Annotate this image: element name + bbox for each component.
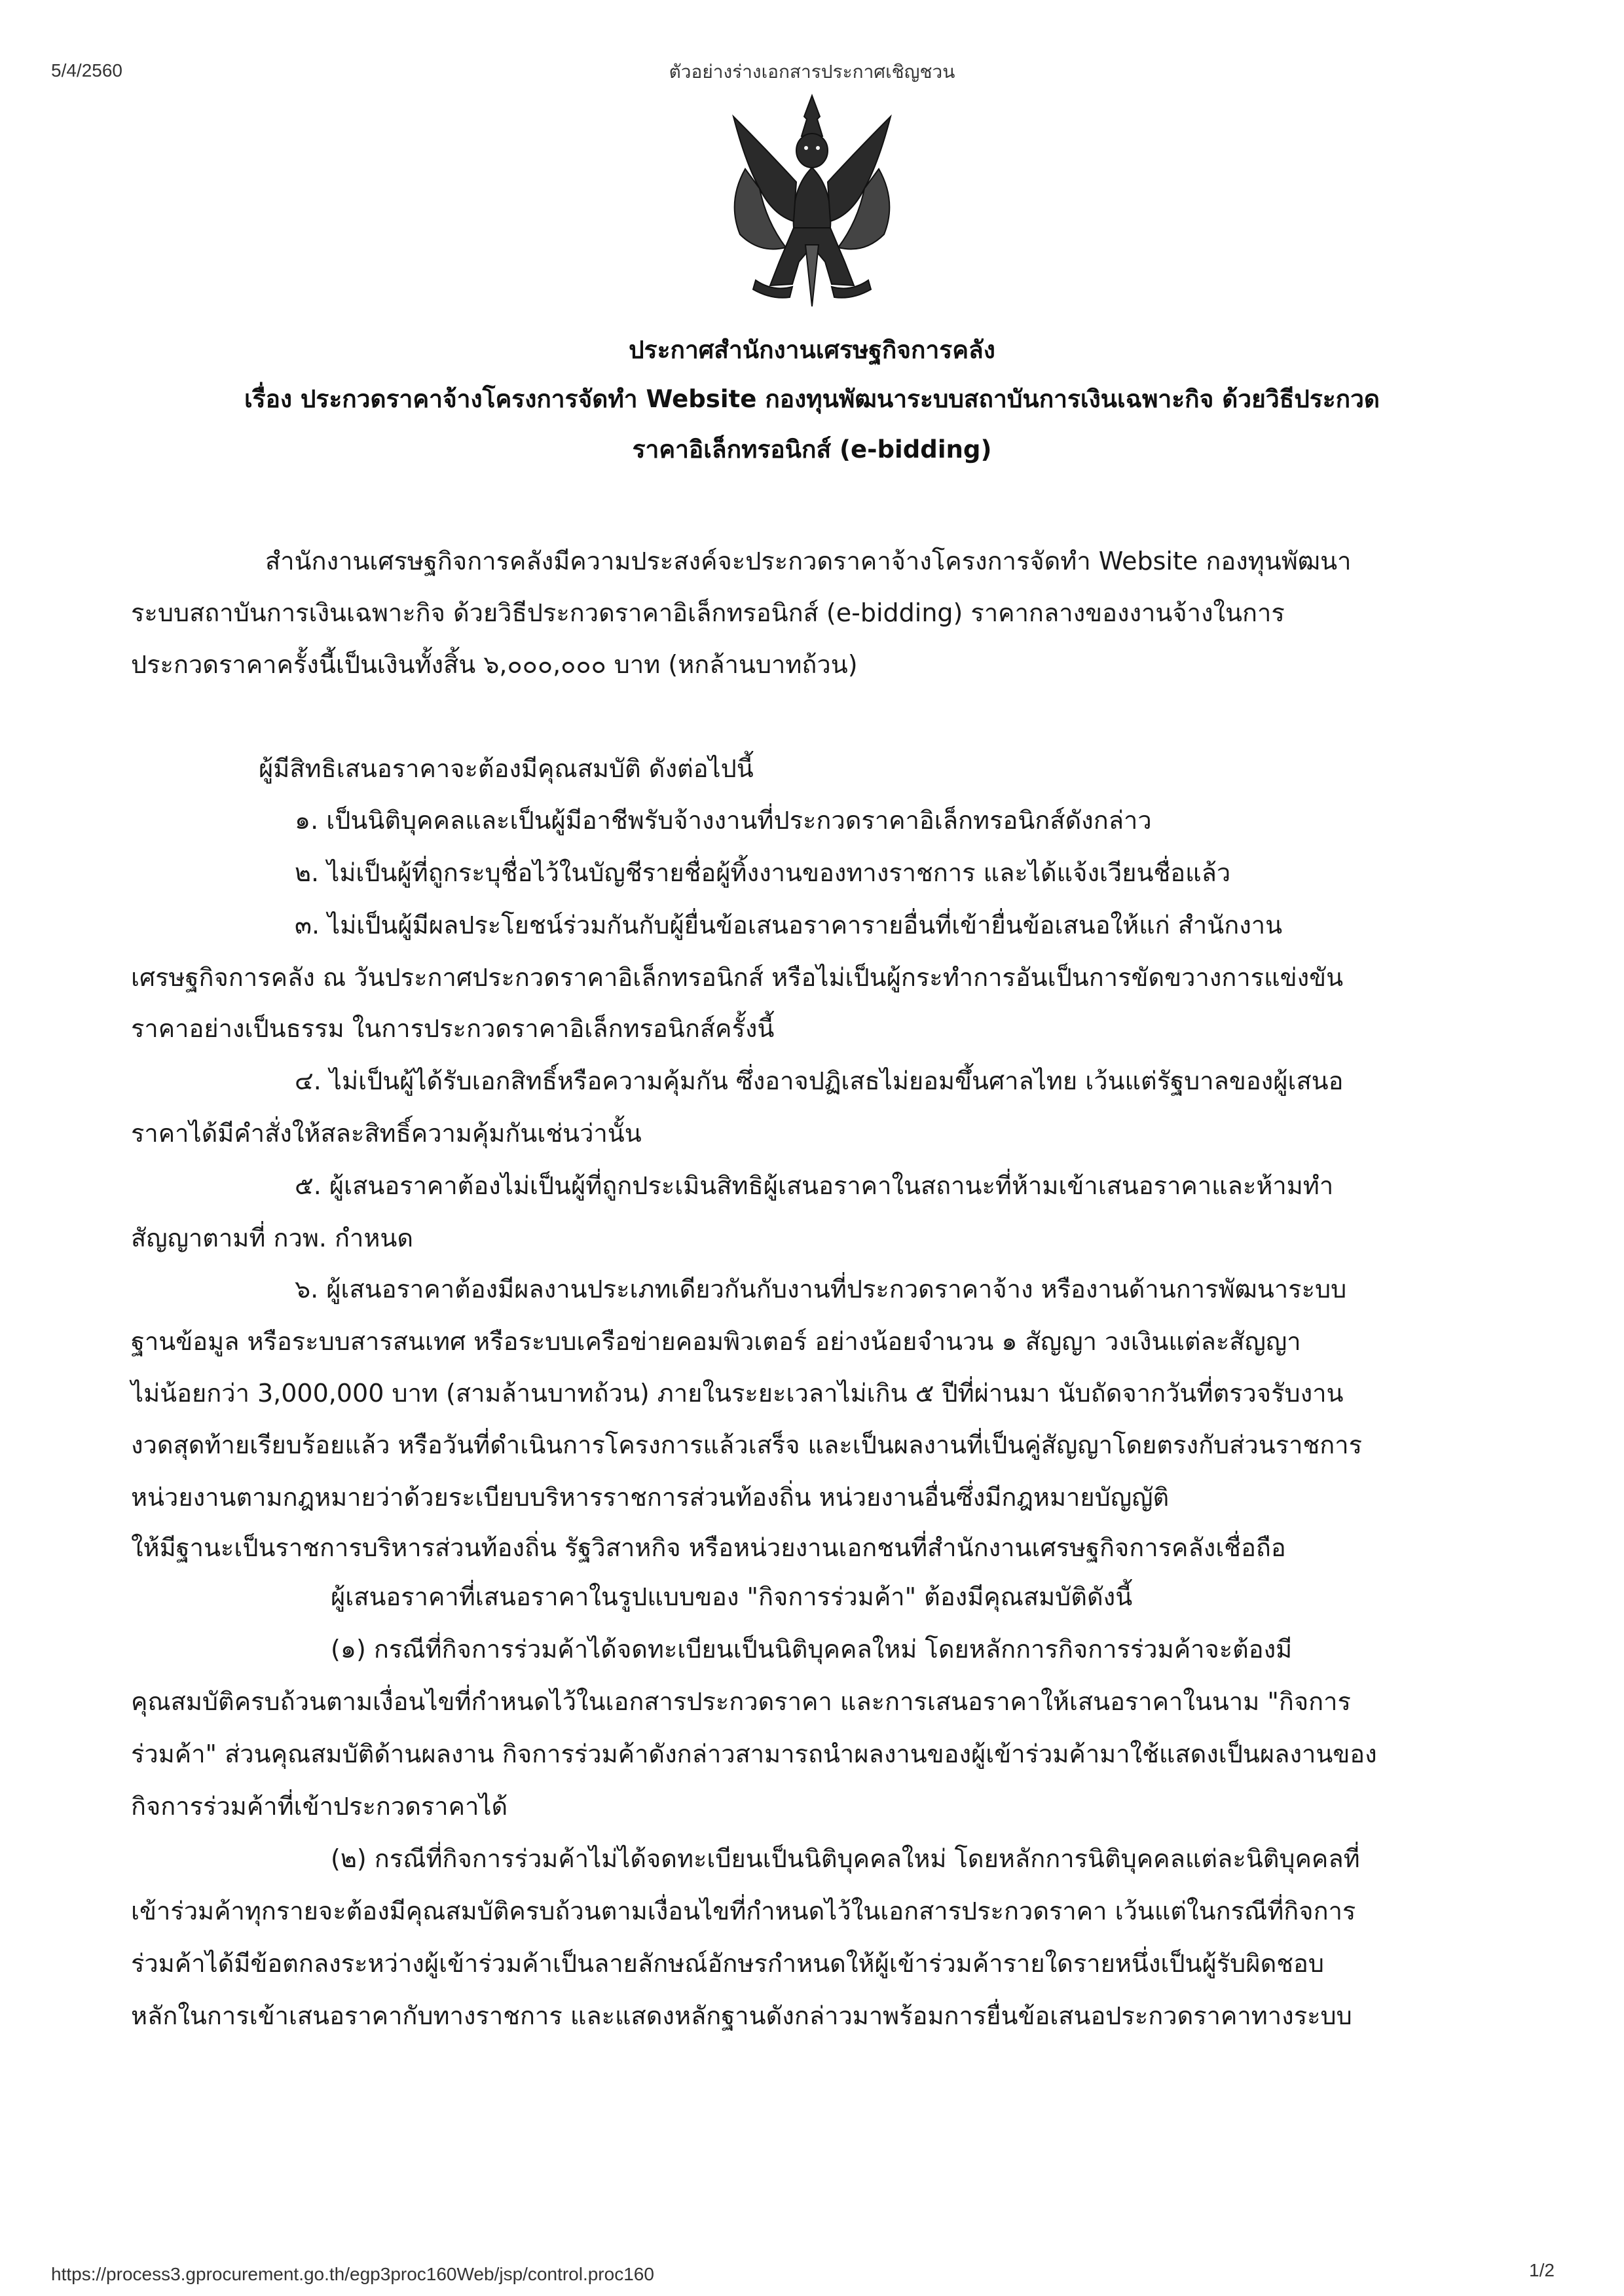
announcement-title-line-2: เรื่อง ประกวดราคาจ้างโครงการจัดทำ Website กองทุนพัฒนาระบบสถาบันการเงินเฉพาะกิจ ด้วยวิธีประกวด [244, 385, 1380, 413]
body-line: ให้มีฐานะเป็นราชการบริหารส่วนท้องถิ่น รัฐวิสาหกิจ หรือหน่วยงานเอกชนที่สำนักงานเศรษฐกิจการคลังเชื่อถือ [131, 1533, 1286, 1562]
body-line: เข้าร่วมค้าทุกรายจะต้องมีคุณสมบัติครบถ้วนตามเงื่อนไขที่กำหนดไว้ในเอกสารประกวดราคา เว้นแต่ในกรณีที่กิจการ [131, 1897, 1356, 1925]
body-line: ๒. ไม่เป็นผู้ที่ถูกระบุชื่อไว้ในบัญชีรายชื่อผู้ทิ้งงานของทางราชการ และได้แจ้งเวียนชื่อแล้ว [295, 858, 1231, 887]
body-line: ระบบสถาบันการเงินเฉพาะกิจ ด้วยวิธีประกวดราคาอิเล็กทรอนิกส์ (e-bidding) ราคากลางของงานจ้างในการ [131, 598, 1285, 627]
body-line: ราคาอย่างเป็นธรรม ในการประกวดราคาอิเล็กทรอนิกส์ครั้งนี้ [131, 1014, 775, 1043]
body-line: ๕. ผู้เสนอราคาต้องไม่เป็นผู้ที่ถูกประเมินสิทธิผู้เสนอราคาในสถานะที่ห้ามเข้าเสนอราคาและห้ามทำ [295, 1171, 1334, 1200]
header-doc-type: ตัวอย่างร่างเอกสารประกาศเชิญชวน [669, 61, 955, 82]
body-line: ไม่น้อยกว่า 3,000,000 บาท (สามล้านบาทถ้วน) ภายในระยะเวลาไม่เกิน ๕ ปีที่ผ่านมา นับถัดจากวันที่ตรวจรับงาน [131, 1379, 1344, 1408]
footer-url[interactable]: https://process3.gprocurement.go.th/egp3proc160Web/jsp/control.proc160 [51, 2264, 654, 2284]
body-line: กิจการร่วมค้าที่เข้าประกวดราคาได้ [131, 1792, 508, 1821]
body-line: ร่วมค้าได้มีข้อตกลงระหว่างผู้เข้าร่วมค้าเป็นลายลักษณ์อักษรกำหนดให้ผู้เข้าร่วมค้ารายใดรายหนึ่งเป็นผู้รับผิดชอบ [131, 1949, 1324, 1978]
announcement-title-line-1: ประกาศสำนักงานเศรษฐกิจการคลัง [629, 336, 995, 364]
body-line: ผู้มีสิทธิเสนอราคาจะต้องมีคุณสมบัติ ดังต่อไปนี้ [259, 754, 754, 783]
body-line: ฐานข้อมูล หรือระบบสารสนเทศ หรือระบบเครือข่ายคอมพิวเตอร์ อย่างน้อยจำนวน ๑ สัญญา วงเงินแต่ละสัญญา [131, 1327, 1301, 1356]
announcement-title-line-3: ราคาอิเล็กทรอนิกส์ (e-bidding) [632, 435, 992, 464]
garuda-emblem-icon [714, 90, 910, 313]
body-line: ๔. ไม่เป็นผู้ได้รับเอกสิทธิ์หรือความคุ้มกัน ซึ่งอาจปฏิเสธไม่ยอมขึ้นศาลไทย เว้นแต่รัฐบาลของผู้เสนอ [295, 1066, 1344, 1095]
body-line: ๓. ไม่เป็นผู้มีผลประโยชน์ร่วมกันกับผู้ยื่นข้อเสนอราคารายอื่นที่เข้ายื่นข้อเสนอให้แก่ สำนักงาน [295, 911, 1283, 939]
body-line: งวดสุดท้ายเรียบร้อยแล้ว หรือวันที่ดำเนินการโครงการแล้วเสร็จ และเป็นผลงานที่เป็นคู่สัญญาโดยตรงกับส่วนราชการ [131, 1430, 1362, 1459]
body-line: หน่วยงานตามกฎหมายว่าด้วยระเบียบบริหารราชการส่วนท้องถิ่น หน่วยงานอื่นซึ่งมีกฎหมายบัญญัติ [131, 1483, 1170, 1512]
body-line: ราคาได้มีคำสั่งให้สละสิทธิ์ความคุ้มกันเช่นว่านั้น [131, 1119, 642, 1148]
body-line: (๑) กรณีที่กิจการร่วมค้าได้จดทะเบียนเป็นนิติบุคคลใหม่ โดยหลักการกิจการร่วมค้าจะต้องมี [331, 1635, 1293, 1664]
body-line: ๑. เป็นนิติบุคคลและเป็นผู้มีอาชีพรับจ้างงานที่ประกวดราคาอิเล็กทรอนิกส์ดังกล่าว [295, 806, 1152, 835]
body-line: ร่วมค้า" ส่วนคุณสมบัติด้านผลงาน กิจการร่วมค้าดังกล่าวสามารถนำผลงานของผู้เข้าร่วมค้ามาใช้แสดงเป็นผลงานของ [131, 1740, 1377, 1768]
body-line: เศรษฐกิจการคลัง ณ วันประกาศประกวดราคาอิเล็กทรอนิกส์ หรือไม่เป็นผู้กระทำการอันเป็นการขัดขวางการแข่งขัน [131, 963, 1344, 992]
body-line: หลักในการเข้าเสนอราคากับทางราชการ และแสดงหลักฐานดังกล่าวมาพร้อมการยื่นข้อเสนอประกวดราคาทางระบบ [131, 2001, 1352, 2030]
body-line: ประกวดราคาครั้งนี้เป็นเงินทั้งสิ้น ๖,๐๐๐,๐๐๐ บาท (หกล้านบาทถ้วน) [131, 650, 858, 679]
body-line: คุณสมบัติครบถ้วนตามเงื่อนไขที่กำหนดไว้ในเอกสารประกวดราคา และการเสนอราคาให้เสนอราคาในนาม "กิจการ [131, 1687, 1351, 1716]
body-line: สัญญาตามที่ กวพ. กำหนด [131, 1224, 414, 1252]
header-date: 5/4/2560 [51, 60, 122, 81]
body-line: สำนักงานเศรษฐกิจการคลังมีความประสงค์จะประกวดราคาจ้างโครงการจัดทำ Website กองทุนพัฒนา [265, 547, 1352, 575]
body-line: ๖. ผู้เสนอราคาต้องมีผลงานประเภทเดียวกันกับงานที่ประกวดราคาจ้าง หรืองานด้านการพัฒนาระบบ [295, 1275, 1347, 1303]
footer-page-number: 1/2 [1529, 2260, 1555, 2280]
body-line: ผู้เสนอราคาที่เสนอราคาในรูปแบบของ "กิจการร่วมค้า" ต้องมีคุณสมบัติดังนี้ [331, 1582, 1133, 1611]
body-line: (๒) กรณีที่กิจการร่วมค้าไม่ได้จดทะเบียนเป็นนิติบุคคลใหม่ โดยหลักการนิติบุคคลแต่ละนิติบุคคลที่ [331, 1844, 1360, 1873]
